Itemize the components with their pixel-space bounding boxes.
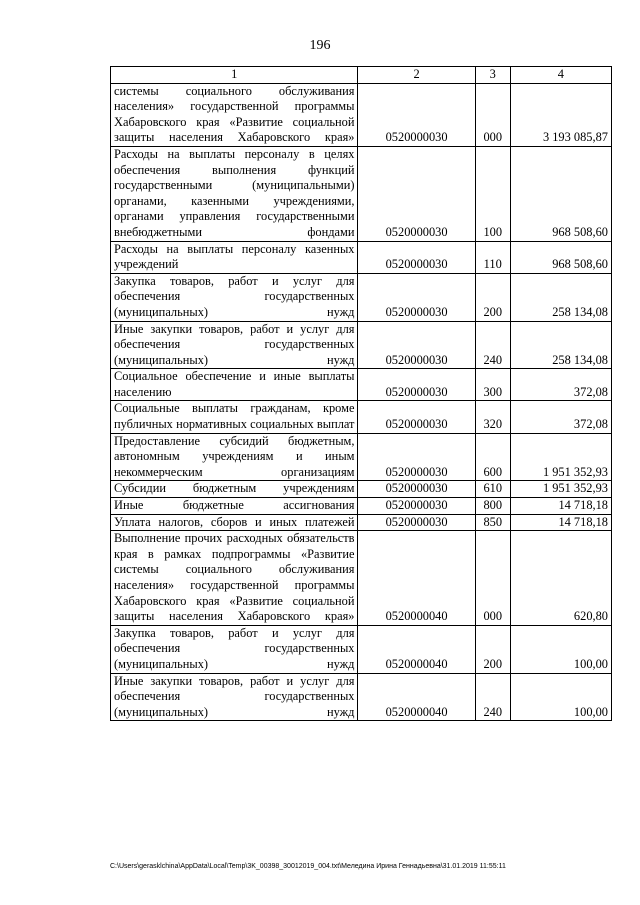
expense-name-cell: Иные закупки товаров, работ и услуг для обеспечения государственных (муниципальных) нужд [111, 673, 358, 721]
expense-name-cell: Социальные выплаты гражданам, кроме публичных нормативных социальных выплат [111, 401, 358, 433]
expense-name-cell: Закупка товаров, работ и услуг для обеспечения государственных (муниципальных) нужд [111, 273, 358, 321]
target-code-cell: 0520000030 [358, 433, 475, 481]
expense-name-cell: Иные бюджетные ассигнования [111, 498, 358, 515]
table-row [111, 433, 612, 481]
amount-cell: 1 951 352,93 [510, 433, 611, 481]
table-row [111, 498, 612, 515]
amount-cell: 968 508,60 [510, 146, 611, 241]
expense-type-cell: 000 [475, 83, 510, 146]
expense-name-cell: Выполнение прочих расходных обязательств края в рамках подпрограммы «Развитие системы социального обслуживания населения» государственной программы Хабаровского края «Развитие социальной защиты населения Хабаровского края» [111, 531, 358, 626]
target-code-cell: 0520000030 [358, 369, 475, 401]
table-row [111, 625, 612, 673]
expense-name-cell: Расходы на выплаты персоналу казенных учреждений [111, 241, 358, 273]
header-cell-1: 1 [111, 67, 358, 84]
expense-name-cell: Социальное обеспечение и иные выплаты населению [111, 369, 358, 401]
table-row [111, 481, 612, 498]
expense-type-cell: 100 [475, 146, 510, 241]
file-path-footer: C:\Users\gerasklchina\AppData\Local\Temp\3K_00398_30012019_004.txt\Меледина Ирина Геннадьевна\31.01.2019 11:55:11 [110, 863, 506, 870]
amount-cell: 100,00 [510, 625, 611, 673]
expense-name-cell: Иные закупки товаров, работ и услуг для обеспечения государственных (муниципальных) нужд [111, 321, 358, 369]
table-row [111, 273, 612, 321]
table-row [111, 673, 612, 721]
header-cell-4: 4 [510, 67, 611, 84]
expense-type-cell: 000 [475, 531, 510, 626]
table-row [111, 401, 612, 433]
expense-type-cell: 600 [475, 433, 510, 481]
expense-type-cell: 200 [475, 273, 510, 321]
target-code-cell: 0520000030 [358, 241, 475, 273]
table-row [111, 531, 612, 626]
table-row [111, 514, 612, 531]
amount-cell: 372,08 [510, 401, 611, 433]
expense-type-cell: 800 [475, 498, 510, 515]
target-code-cell: 0520000030 [358, 498, 475, 515]
header-cell-3: 3 [475, 67, 510, 84]
header-cell-2: 2 [358, 67, 475, 84]
target-code-cell: 0520000030 [358, 146, 475, 241]
expense-type-cell: 240 [475, 673, 510, 721]
expense-type-cell: 320 [475, 401, 510, 433]
table-row [111, 146, 612, 241]
expense-name-cell: Закупка товаров, работ и услуг для обеспечения государственных (муниципальных) нужд [111, 625, 358, 673]
target-code-cell: 0520000040 [358, 673, 475, 721]
table-row [111, 83, 612, 146]
amount-cell: 1 951 352,93 [510, 481, 611, 498]
expense-name-cell: Предоставление субсидий бюджетным, автономным учреждениям и иным некоммерческим организациям [111, 433, 358, 481]
amount-cell: 258 134,08 [510, 273, 611, 321]
table-row [111, 369, 612, 401]
amount-cell: 14 718,18 [510, 514, 611, 531]
page-number: 196 [309, 38, 331, 53]
expense-name-cell: Уплата налогов, сборов и иных платежей [111, 514, 358, 531]
amount-cell: 14 718,18 [510, 498, 611, 515]
target-code-cell: 0520000030 [358, 321, 475, 369]
amount-cell: 620,80 [510, 531, 611, 626]
expense-type-cell: 240 [475, 321, 510, 369]
amount-cell: 258 134,08 [510, 321, 611, 369]
amount-cell: 968 508,60 [510, 241, 611, 273]
table-row [111, 321, 612, 369]
amount-cell: 3 193 085,87 [510, 83, 611, 146]
expense-type-cell: 610 [475, 481, 510, 498]
expense-name-cell: Расходы на выплаты персоналу в целях обеспечения выполнения функций государственными (муниципальными) органами, казенными учреждениями, органами управления государственными внебюджетными фондами [111, 146, 358, 241]
target-code-cell: 0520000030 [358, 273, 475, 321]
table-row [111, 241, 612, 273]
target-code-cell: 0520000030 [358, 83, 475, 146]
amount-cell: 372,08 [510, 369, 611, 401]
expense-type-cell: 200 [475, 625, 510, 673]
target-code-cell: 0520000040 [358, 531, 475, 626]
expense-type-cell: 110 [475, 241, 510, 273]
expense-name-cell: системы социального обслуживания населения» государственной программы Хабаровского края «Развитие социальной защиты населения Хабаровского края» [111, 83, 358, 146]
expense-name-cell: Субсидии бюджетным учреждениям [111, 481, 358, 498]
expense-type-cell: 850 [475, 514, 510, 531]
target-code-cell: 0520000030 [358, 481, 475, 498]
target-code-cell: 0520000030 [358, 401, 475, 433]
target-code-cell: 0520000030 [358, 514, 475, 531]
table-header-row [111, 67, 612, 84]
amount-cell: 100,00 [510, 673, 611, 721]
budget-table [110, 66, 612, 721]
expense-type-cell: 300 [475, 369, 510, 401]
target-code-cell: 0520000040 [358, 625, 475, 673]
